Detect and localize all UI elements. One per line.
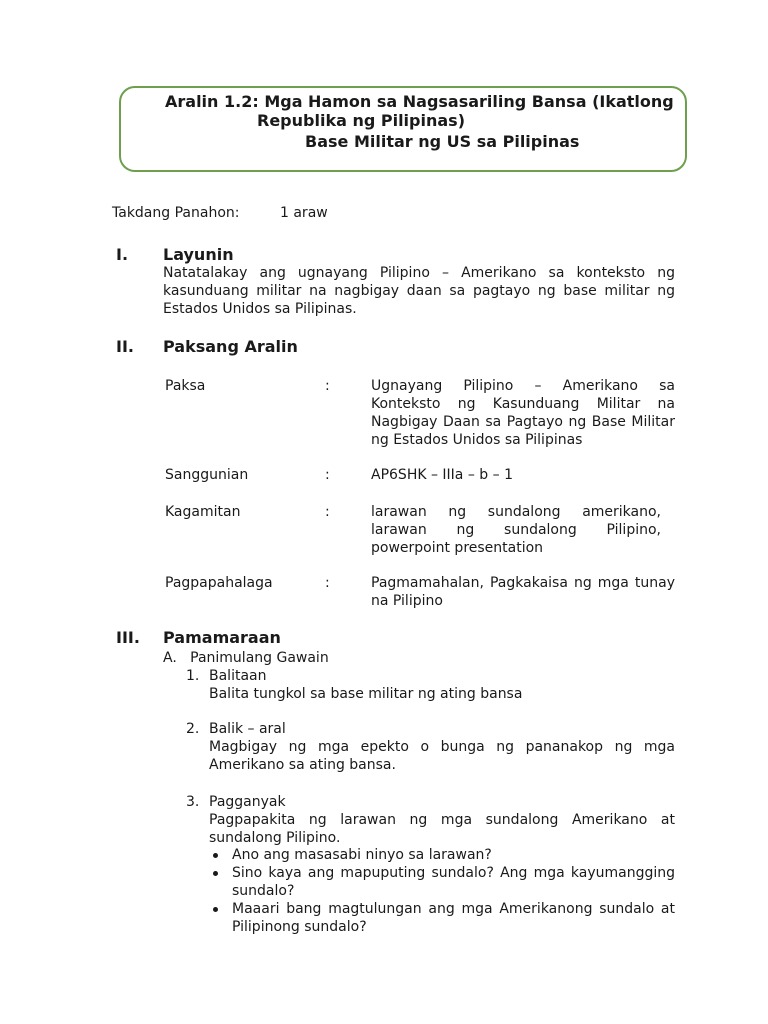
item-title: Balik – aral xyxy=(209,721,286,737)
section-3-heading: Pamamaraan xyxy=(163,628,281,647)
item-body: Pagpapakita ng larawan ng mga sundalong Amerikano at sundalong Pilipino. xyxy=(209,812,675,846)
section-2-heading: Paksang Aralin xyxy=(163,337,298,356)
row-label: Pagpapahalaga xyxy=(165,575,273,591)
section-3-numeral: III. xyxy=(116,628,140,647)
bullet-icon xyxy=(213,853,218,858)
item-title: Pagganyak xyxy=(209,794,286,810)
section-2-numeral: II. xyxy=(116,337,134,356)
list-item: Maaari bang magtulungan ang mga Amerikanong sundalo at Pilipinong sundalo? xyxy=(232,901,675,935)
time-value: 1 araw xyxy=(280,205,328,221)
list-item: Ano ang masasabi ninyo sa larawan? xyxy=(232,847,492,863)
time-label: Takdang Panahon: xyxy=(112,205,240,221)
item-number: 2. xyxy=(186,721,200,737)
lesson-title-line-2: Republika ng Pilipinas) xyxy=(257,111,465,130)
row-label: Paksa xyxy=(165,378,206,394)
row-value: larawan ng sundalong amerikano, larawan ng sundalong Pilipino, powerpoint presentation xyxy=(371,504,661,556)
row-separator: : xyxy=(325,575,330,591)
item-title: Balitaan xyxy=(209,668,267,684)
item-number: 3. xyxy=(186,794,200,810)
row-label: Kagamitan xyxy=(165,504,241,520)
item-number: 1. xyxy=(186,668,200,684)
item-body: Magbigay ng mga epekto o bunga ng pananakop ng mga Amerikano sa ating bansa. xyxy=(209,739,675,773)
row-value: Ugnayang Pilipino – Amerikano sa Konteksto ng Kasunduang Militar na Nagbigay Daan sa Pagtayo ng Base Militar ng Estados Unidos sa Pilipinas xyxy=(371,378,675,448)
sub-heading-a: A. Panimulang Gawain xyxy=(163,650,329,666)
lesson-subtitle: Base Militar ng US sa Pilipinas xyxy=(305,132,580,151)
row-separator: : xyxy=(325,467,330,483)
section-1-heading: Layunin xyxy=(163,245,234,264)
row-label: Sanggunian xyxy=(165,467,249,483)
lesson-title-box xyxy=(119,86,687,172)
section-1-body: Natatalakay ang ugnayang Pilipino – Amerikano sa konteksto ng kasunduang militar na nagbigay daan sa pagtayo ng base militar ng Estados Unidos sa Pilipinas. xyxy=(163,265,675,317)
bullet-icon xyxy=(213,871,218,876)
bullet-icon xyxy=(213,907,218,912)
lesson-title-line-1: Aralin 1.2: Mga Hamon sa Nagsasariling Bansa (Ikatlong xyxy=(165,92,674,111)
item-body: Balita tungkol sa base militar ng ating bansa xyxy=(209,686,523,702)
row-separator: : xyxy=(325,378,330,394)
list-item: Sino kaya ang mapuputing sundalo? Ang mga kayumangging sundalo? xyxy=(232,865,675,899)
row-separator: : xyxy=(325,504,330,520)
row-value: Pagmamahalan, Pagkakaisa ng mga tunay na Pilipino xyxy=(371,575,675,609)
section-1-numeral: I. xyxy=(116,245,129,264)
row-value: AP6SHK – IIIa – b – 1 xyxy=(371,467,513,483)
